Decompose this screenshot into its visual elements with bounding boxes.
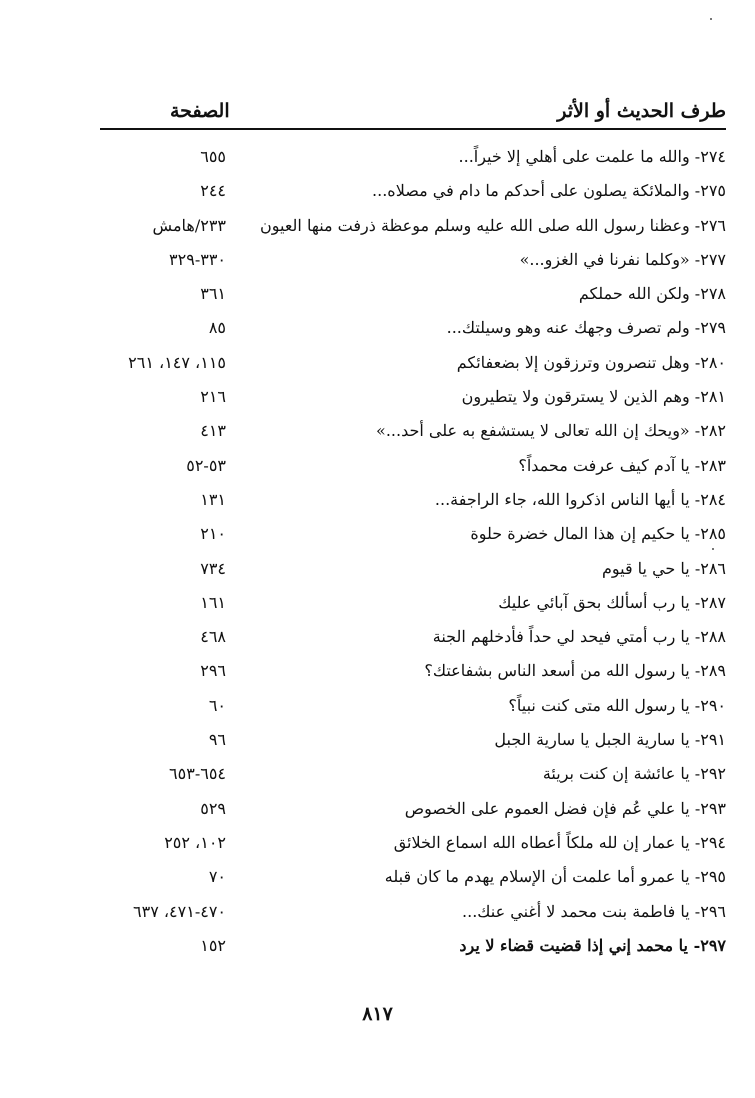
- entry-text: ٢٨٨- يا رب أمتي فيحد لي حداً فأدخلهم الجنة: [432, 627, 726, 647]
- entry-page-ref: ٢٣٣/هامش: [152, 215, 226, 235]
- entry-text: ٢٨٣- يا آدم كيف عرفت محمداً؟: [518, 455, 726, 475]
- entry-text: ٢٨٩- يا رسول الله من أسعد الناس بشفاعتك؟: [424, 661, 726, 681]
- entry-page-ref: ٢١٠: [200, 524, 226, 544]
- entry-page-ref: ١٣١: [200, 489, 226, 509]
- entry-text: ٢٧٩- ولم تصرف وجهك عنه وهو وسيلتك...: [446, 318, 726, 338]
- entry-page-ref: ٤٦٨: [200, 627, 226, 647]
- list-item: [100, 280, 726, 314]
- list-item: [100, 932, 726, 966]
- entry-page-ref: ٤٧٠-٤٧١، ٦٣٧: [133, 901, 226, 921]
- column-header-entry: طرف الحديث أو الأثر: [557, 100, 726, 122]
- list-item: [100, 177, 726, 211]
- list-item: [100, 829, 726, 863]
- table-header: [100, 100, 726, 130]
- list-item: [100, 863, 726, 897]
- entry-text: ٢٧٨- ولكن الله حملكم: [578, 284, 726, 304]
- entry-page-ref: ٦٠: [208, 695, 226, 715]
- entry-page-ref: ٦٥٥: [200, 147, 226, 166]
- list-item: [100, 726, 726, 760]
- list-item: [100, 383, 726, 417]
- list-item: [100, 589, 726, 623]
- list-item: [100, 486, 726, 520]
- entry-text: ٢٩٦- يا فاطمة بنت محمد لا أغني عنك...: [462, 901, 726, 921]
- page-number: ٨١٧: [362, 1003, 393, 1025]
- entry-text: ٢٩٤- يا عمار إن لله ملكاً أعطاه الله اسماع الخلائق: [393, 832, 726, 852]
- entry-page-ref: ٨٥: [208, 318, 226, 338]
- entry-text: ٢٩٣- يا علي عُم فإن فضل العموم على الخصوص: [404, 798, 726, 818]
- entry-page-ref: ٦٥٤-٦٥٣: [169, 764, 226, 784]
- entry-text: ٢٨١- وهم الذين لا يسترقون ولا يتطيرون: [461, 387, 726, 407]
- list-item: [100, 520, 726, 554]
- list-item: [100, 212, 726, 246]
- index-list: [100, 143, 726, 966]
- entry-page-ref: ٣٣٠-٣٢٩: [169, 249, 226, 269]
- list-item: [100, 657, 726, 691]
- entry-page-ref: ٢١٦: [200, 387, 226, 407]
- entry-page-ref: ٧٣٤: [200, 558, 226, 578]
- column-header-page: الصفحة: [170, 100, 230, 122]
- entry-text: ٢٨٤- يا أيها الناس اذكروا الله، جاء الراجفة...: [434, 489, 726, 509]
- list-item: [100, 623, 726, 657]
- scan-speck: [710, 18, 712, 20]
- entry-text: ٢٨٠- وهل تنصرون وترزقون إلا بضعفائكم: [456, 352, 726, 372]
- list-item: [100, 452, 726, 486]
- entry-text: ٢٧٥- والملائكة يصلون على أحدكم ما دام في مصلاه...: [372, 181, 726, 201]
- entry-page-ref: ٣٦١: [200, 284, 226, 304]
- entry-page-ref: ١٥٢: [200, 935, 226, 955]
- entry-page-ref: ٩٦: [208, 730, 226, 750]
- entry-text: ٢٧٧- «وكلما نفرنا في الغزو...»: [519, 249, 726, 269]
- entry-page-ref: ١٠٢، ٢٥٢: [164, 832, 226, 852]
- entry-page-ref: ٤١٣: [200, 421, 226, 441]
- entry-page-ref: ١١٥، ١٤٧، ٢٦١: [128, 352, 226, 372]
- list-item: [100, 246, 726, 280]
- entry-page-ref: ٢٤٤: [200, 181, 226, 201]
- list-item: [100, 760, 726, 794]
- entry-text: ٢٨٢- «ويحك إن الله تعالى لا يستشفع به على أحد...»: [376, 421, 726, 441]
- entry-page-ref: ٥٢٩: [200, 798, 226, 818]
- entry-text: ٢٩٢- يا عائشة إن كنت بريئة: [542, 764, 726, 784]
- entry-page-ref: ٢٩٦: [200, 661, 226, 681]
- entry-text: ٢٩١- يا سارية الجبل يا سارية الجبل: [494, 730, 726, 750]
- list-item: [100, 555, 726, 589]
- entry-text: ٢٧٤- والله ما علمت على أهلي إلا خيراً...: [458, 147, 726, 166]
- entry-page-ref: ١٦١: [200, 592, 226, 612]
- entry-text: ٢٨٦- يا حي يا قيوم: [601, 558, 726, 578]
- entry-text: ٢٨٥- يا حكيم إن هذا المال خضرة حلوة: [470, 524, 726, 544]
- entry-text: ٢٧٦- وعظنا رسول الله صلى الله عليه وسلم موعظة ذرفت منها العيون: [259, 215, 726, 235]
- list-item: [100, 143, 726, 177]
- entry-page-ref: ٥٣-٥٢: [186, 455, 226, 475]
- entry-text: ٢٨٧- يا رب أسألك بحق آبائي عليك: [498, 592, 726, 612]
- list-item: [100, 349, 726, 383]
- entry-text: ٢٩٠- يا رسول الله متى كنت نبياً؟: [508, 695, 726, 715]
- list-item: [100, 314, 726, 348]
- list-item: [100, 692, 726, 726]
- list-item: [100, 898, 726, 932]
- list-item: [100, 417, 726, 451]
- entry-page-ref: ٧٠: [208, 867, 226, 887]
- entry-text: ٢٩٥- يا عمرو أما علمت أن الإسلام يهدم ما كان قبله: [384, 867, 726, 887]
- list-item: [100, 795, 726, 829]
- entry-text: ٢٩٧- يا محمد إني إذا قضيت قضاء لا يرد: [459, 935, 726, 955]
